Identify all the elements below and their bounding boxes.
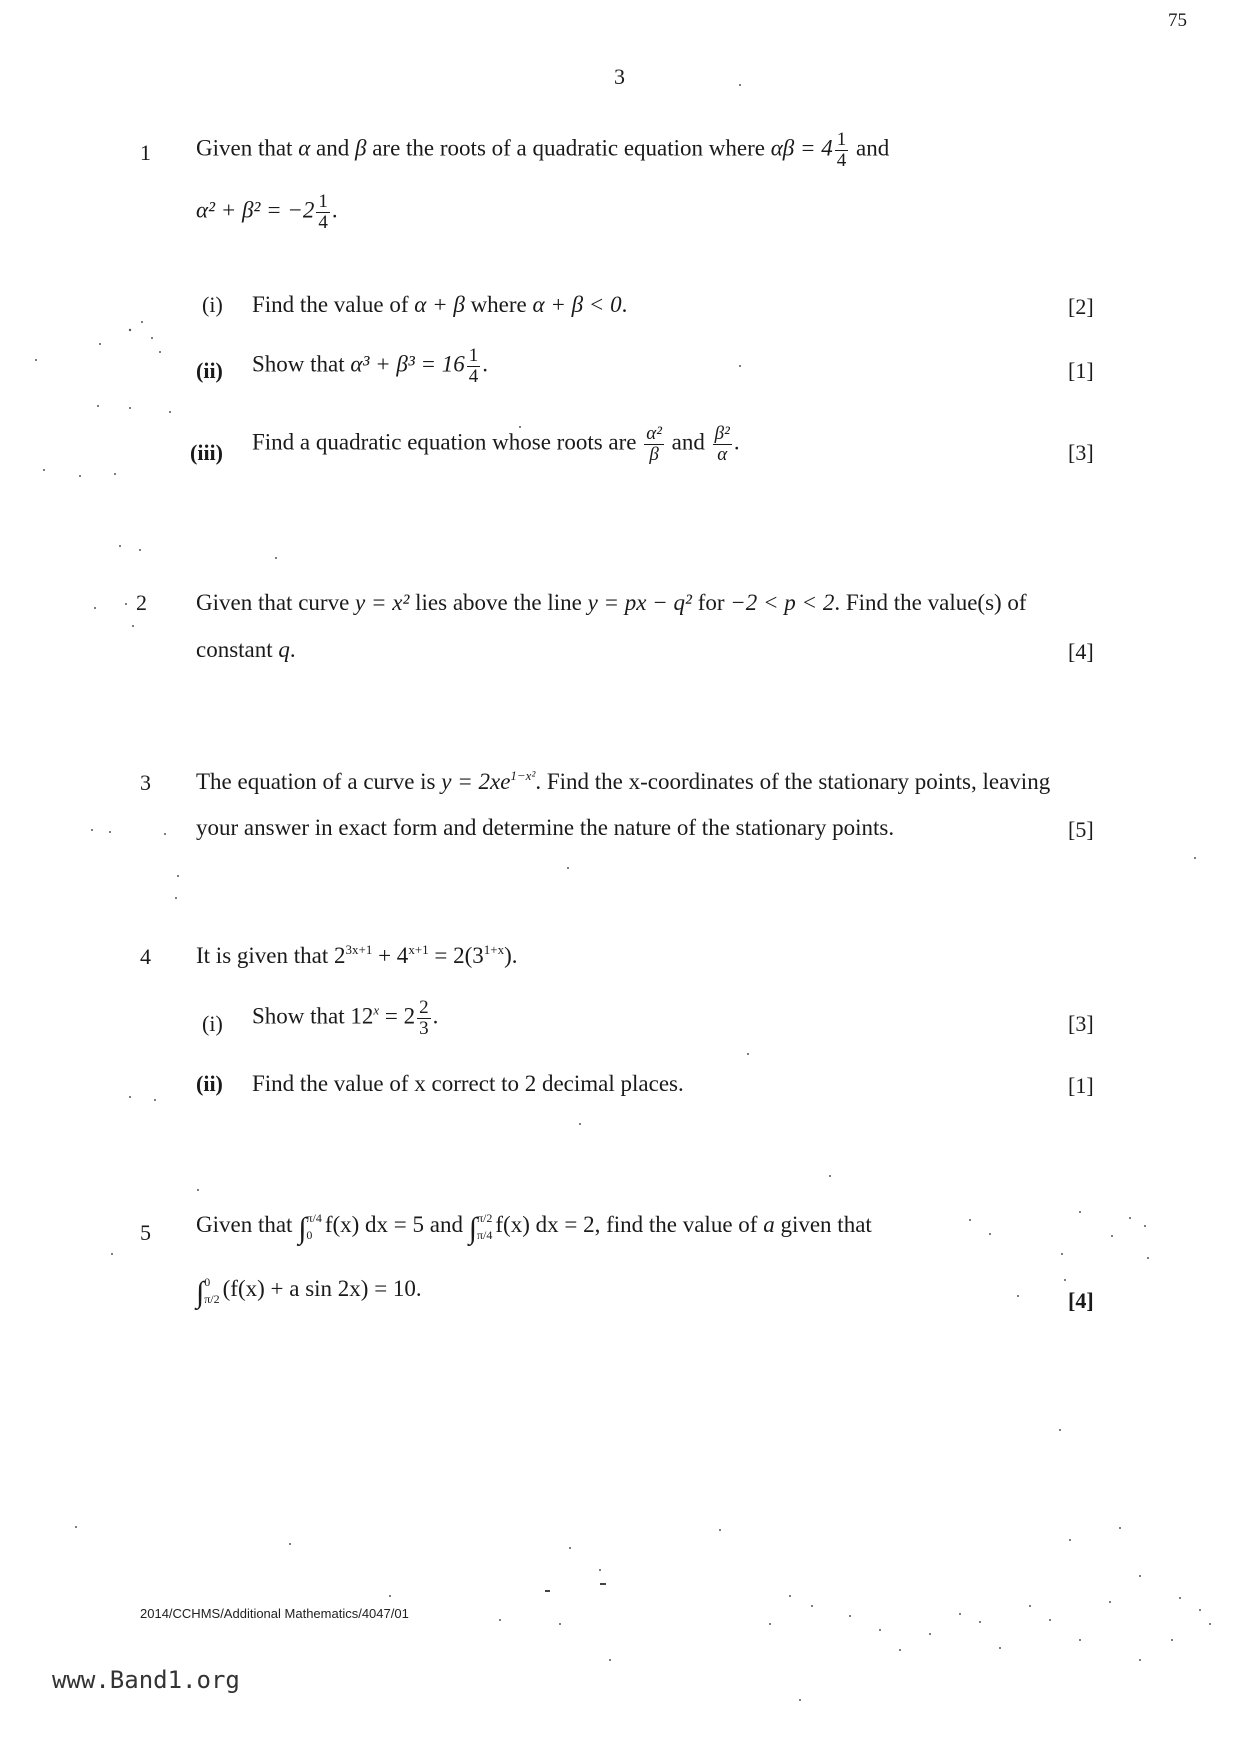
question-3-marks: [5] (1068, 817, 1094, 842)
question-1-part-iii-label: (iii) (190, 440, 223, 465)
question-1-part-ii-marks: [1] (1068, 358, 1094, 383)
question-4-part-ii-label: (ii) (196, 1071, 223, 1096)
question-4-part-ii-text: Find the value of x correct to 2 decimal places. (252, 1071, 684, 1096)
integral-sign: ∫ (468, 1212, 477, 1246)
question-1-part-i-label: (i) (202, 292, 223, 317)
question-5-number: 5 (140, 1220, 151, 1245)
question-5-line2: ∫ 0 π/2 (f(x) + a sin 2x) = 10. (196, 1275, 422, 1310)
question-2-line2: constant q. (196, 637, 296, 662)
question-4-part-i-label: (i) (202, 1011, 223, 1036)
question-1-part-i-text: Find the value of α + β where α + β < 0. (252, 292, 628, 317)
watermark: www.Band1.org (52, 1666, 240, 1694)
question-2-number: 2 (136, 590, 147, 615)
integral-sign: ∫ (298, 1212, 307, 1246)
question-1-stem-line2: α² + β² = −2 $\frac{1}{4}$ . (196, 191, 338, 233)
question-2-marks: [4] (1068, 639, 1094, 664)
question-1-part-ii-text: Show that α³ + β³ = 16 $\frac{1}{4}$ . (252, 345, 489, 387)
question-2-line1: Given that curve y = x² lies above the line y = px − q² for −2 < p < 2. Find the value(s) of (196, 590, 1027, 615)
integral-sign: ∫ (196, 1276, 205, 1310)
question-1-part-iii-marks: [3] (1068, 440, 1094, 465)
question-5-marks: [4] (1068, 1288, 1094, 1313)
question-1-part-iii-text: Find a quadratic equation whose roots are $\frac{\text{α²}}{\beta}$ and $\frac{\text{β²}}{\alpha}$ . (252, 423, 740, 465)
page-number: 3 (614, 64, 625, 89)
question-4-part-i-marks: [3] (1068, 1011, 1094, 1036)
question-3-line2: your answer in exact form and determine the nature of the stationary points. (196, 815, 895, 840)
question-3-number: 3 (140, 770, 151, 795)
question-4-part-ii-marks: [1] (1068, 1073, 1094, 1098)
question-3-line1: The equation of a curve is $y = 2xe^{1-x^2}$. Find the x-coordinates of the stationary points, leaving (196, 768, 1051, 794)
question-4-part-i-text: Show that $12^x = 2$ $\frac{2}{3}$ . (252, 997, 439, 1039)
question-1-part-i-marks: [2] (1068, 294, 1094, 319)
question-1-number: 1 (140, 140, 151, 165)
question-4-stem: It is given that $2^{3x+1} + 4^{x+1} = 2(3^{1+x})$. (196, 942, 518, 968)
footer-code: 2014/CCHMS/Additional Mathematics/4047/01 (140, 1606, 409, 1621)
question-1-part-ii-label: (ii) (196, 358, 223, 383)
corner-number: 75 (1168, 10, 1187, 31)
question-5-line1: Given that ∫ π/4 0 f(x) dx = 5 and ∫ π/2 π/4 f(x) dx = 2, find the value of a given that (196, 1211, 872, 1246)
question-1-stem-line1: Given that α and β are the roots of a quadratic equation where αβ = 4 $\frac{1}{4}$ and (196, 129, 890, 171)
question-4-number: 4 (140, 944, 151, 969)
